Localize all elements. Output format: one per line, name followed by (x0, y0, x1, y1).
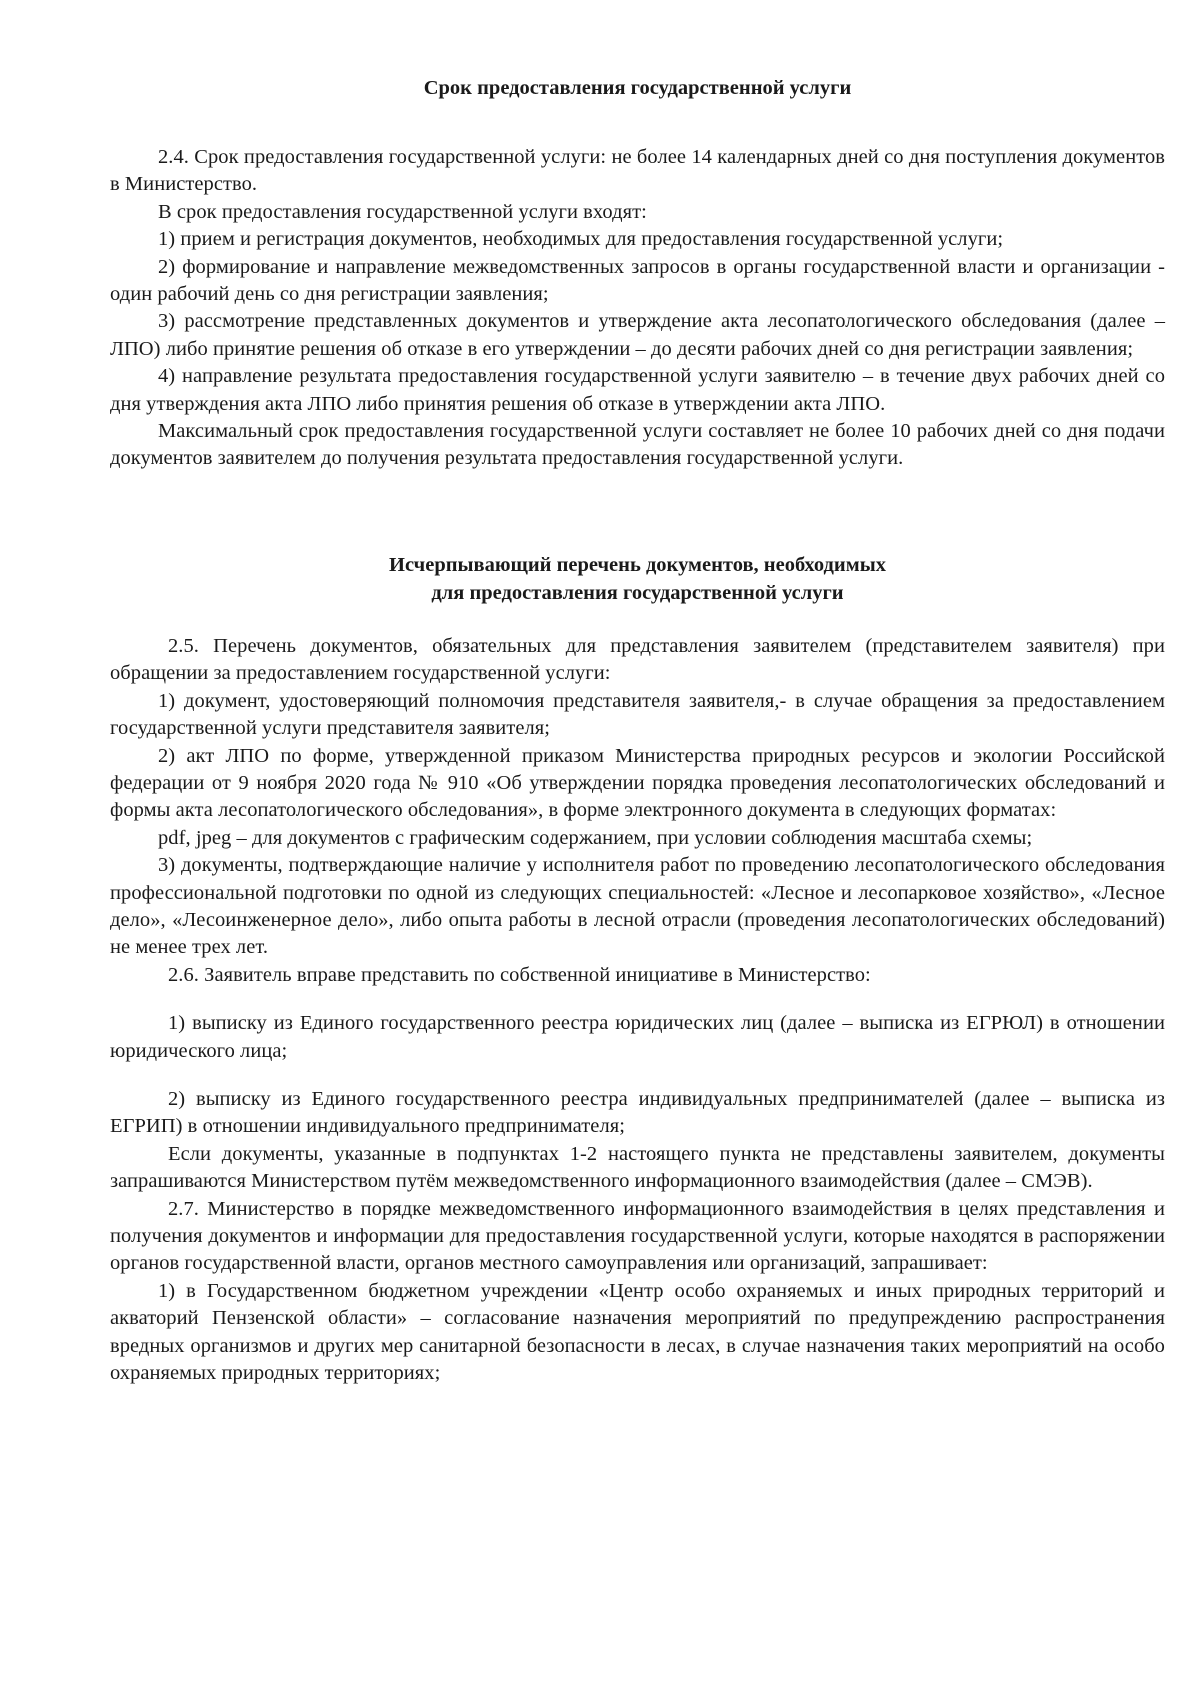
list-item-2-6-2: 2) выписку из Единого государственного реестра индивидуальных предпринимателей (далее – выписка из ЕГРИП) в отношении индивидуального предпринимателя; (110, 1087, 1165, 1138)
paragraph-term-includes: В срок предоставления государственной услуги входят: (158, 200, 647, 223)
list-item-2-7-1: 1) в Государственном бюджетном учреждении «Центр особо охраняемых и иных природных территорий и акваторий Пензенской области» – согласование назначения мероприятий по предупреждению распространения вредных организмов и других мер санитарной безопасности в лесах, в случае назначения таких мероприятий на особо охраняемых природных территориях; (110, 1279, 1165, 1385)
section-heading-term: Срок предоставления государственной услуги (423, 77, 852, 99)
section-heading-line-2: для предоставления государственной услуги (431, 581, 844, 604)
list-item-2-5-2: 2) акт ЛПО по форме, утвержденной приказом Министерства природных ресурсов и экологии Российской федерации от 9 ноября 2020 года № 910 «Об утверждении порядка проведения лесопатологических обследований и формы акта лесопатологического обследования», в форме электронного документа в следующих форматах: (110, 744, 1165, 822)
list-item-1: 1) прием и регистрация документов, необходимых для предоставления государственной услуги; (158, 228, 1004, 251)
paragraph-2-7: 2.7. Министерство в порядке межведомственного информационного взаимодействия в целях представления и получения документов и информации для предоставления государственной услуги, которые находятся в распоряжении органов государственной власти, органов местного самоуправления или организаций, запрашивает: (110, 1197, 1165, 1275)
section-heading-line-1: Исчерпывающий перечень документов, необходимых (389, 553, 886, 576)
section-documents-body (110, 633, 1165, 1388)
section-heading-documents (110, 551, 1165, 607)
section-term-body (110, 144, 1165, 473)
list-item-2-5-2-formats: pdf, jpeg – для документов с графическим содержанием, при условии соблюдения масштаба схемы; (158, 826, 1033, 849)
paragraph-2-6: 2.6. Заявитель вправе представить по собственной инициативе в Министерство: (168, 963, 871, 986)
list-item-2-6-1: 1) выписку из Единого государственного реестра юридических лиц (далее – выписка из ЕГРЮЛ) в отношении юридического лица; (110, 1012, 1165, 1062)
paragraph-2-4: 2.4. Срок предоставления государственной услуги: не более 14 календарных дней со дня поступления документов в Министерство. (110, 146, 1165, 196)
document-content (110, 74, 1165, 1387)
list-item-3: 3) рассмотрение представленных документов и утверждение акта лесопатологического обследования (далее – ЛПО) либо принятие решения об отказе в его утверждении – до десяти рабочих дней со дня регистрации заявления; (110, 310, 1165, 360)
list-item-4: 4) направление результата предоставления государственной услуги заявителю – в течение двух рабочих дней со дня утверждения акта ЛПО либо принятия решения об отказе в утверждении акта ЛПО. (110, 365, 1165, 415)
list-item-2-5-3: 3) документы, подтверждающие наличие у исполнителя работ по проведению лесопатологического обследования профессиональной подготовки по одной из следующих специальностей: «Лесное и лесопарковое хозяйство», «Лесное дело», «Лесоинженерное дело», либо опыта работы в лесной отрасли (проведения лесопатологических обследований) не менее трех лет. (110, 854, 1165, 959)
list-item-2-5-1: 1) документ, удостоверяющий полномочия представителя заявителя,- в случае обращения за предоставлением государственной услуги представителя заявителя; (110, 689, 1165, 740)
paragraph-2-5: 2.5. Перечень документов, обязательных для представления заявителем (представителем заявителя) при обращении за предоставлением государственной услуги: (110, 634, 1165, 685)
paragraph-max-term: Максимальный срок предоставления государственной услуги составляет не более 10 рабочих дней со дня подачи документов заявителем до получения результата предоставления государственной услуги. (110, 420, 1165, 470)
list-item-2: 2) формирование и направление межведомственных запросов в органы государственной власти и организации - один рабочий день со дня регистрации заявления; (110, 255, 1165, 306)
paragraph-2-6-note: Если документы, указанные в подпунктах 1-2 настоящего пункта не представлены заявителем, документы запрашиваются Министерством путём межведомственного информационного взаимодействия (далее – СМЭВ). (110, 1142, 1165, 1193)
